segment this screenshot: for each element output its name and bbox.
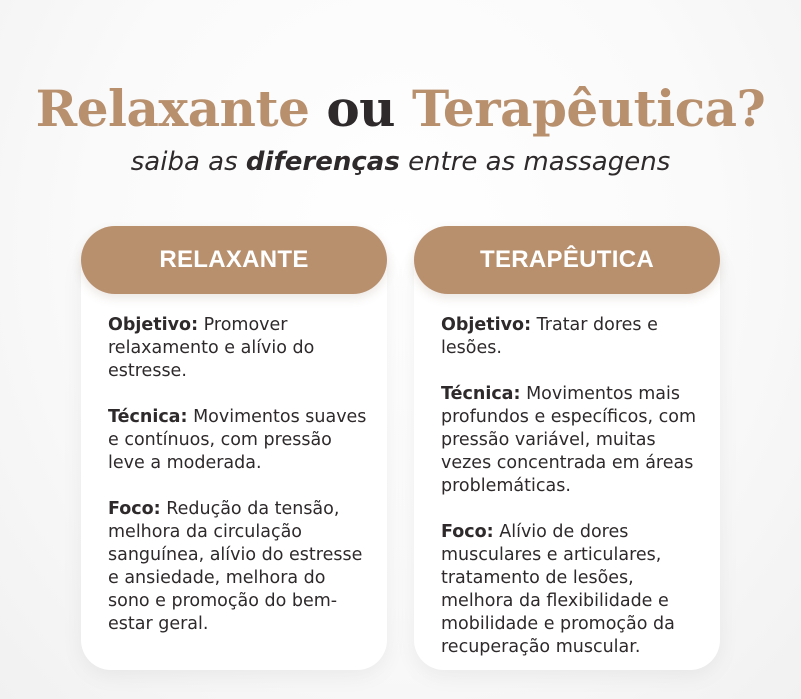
section-tecnica [441,383,702,498]
section-label: Foco: [108,499,161,519]
card-content [108,314,369,659]
page-subtitle [0,144,801,180]
section-label: Objetivo: [441,315,532,335]
subtitle-before: saiba as [130,147,238,177]
subtitle-bold: diferenças [245,147,400,177]
section-label: Técnica: [108,407,188,427]
section-text: Movimentos mais profundos e específicos, com pressão variável, muitas vezes concentrada em áreas problemáticas. [441,384,697,496]
card-header-terapeutica: TERAPÊUTICA [414,226,720,294]
title-relaxante: Relaxante [35,79,310,138]
card-relaxante [81,226,387,670]
section-text: Tratar dores e lesões. [441,315,658,358]
section-foco [441,521,702,659]
title-ou: ou [326,79,396,138]
section-text: Movimentos suaves e contínuos, com pressão leve a moderada. [108,407,367,473]
card-terapeutica [414,226,720,670]
section-objetivo [108,314,369,383]
section-foco [108,498,369,636]
section-text: Promover relaxamento e alívio do estresse. [108,315,315,381]
section-text: Alívio de dores musculares e articulares, tratamento de lesões, melhora da flexibilidade e mobilidade e promoção da recuperação muscular. [441,522,675,657]
section-label: Foco: [441,522,494,542]
section-label: Técnica: [441,384,521,404]
section-tecnica [108,406,369,475]
section-label: Objetivo: [108,315,199,335]
page-title [0,78,801,140]
card-header-relaxante: RELAXANTE [81,226,387,294]
subtitle-after: entre as massagens [408,147,671,177]
section-objetivo [441,314,702,360]
section-text: Redução da tensão, melhora da circulação sanguínea, alívio do estresse e ansiedade, melhora do sono e promoção do bem-estar geral. [108,499,363,634]
title-terapeutica: Terapêutica? [411,79,766,138]
card-content [441,314,702,682]
